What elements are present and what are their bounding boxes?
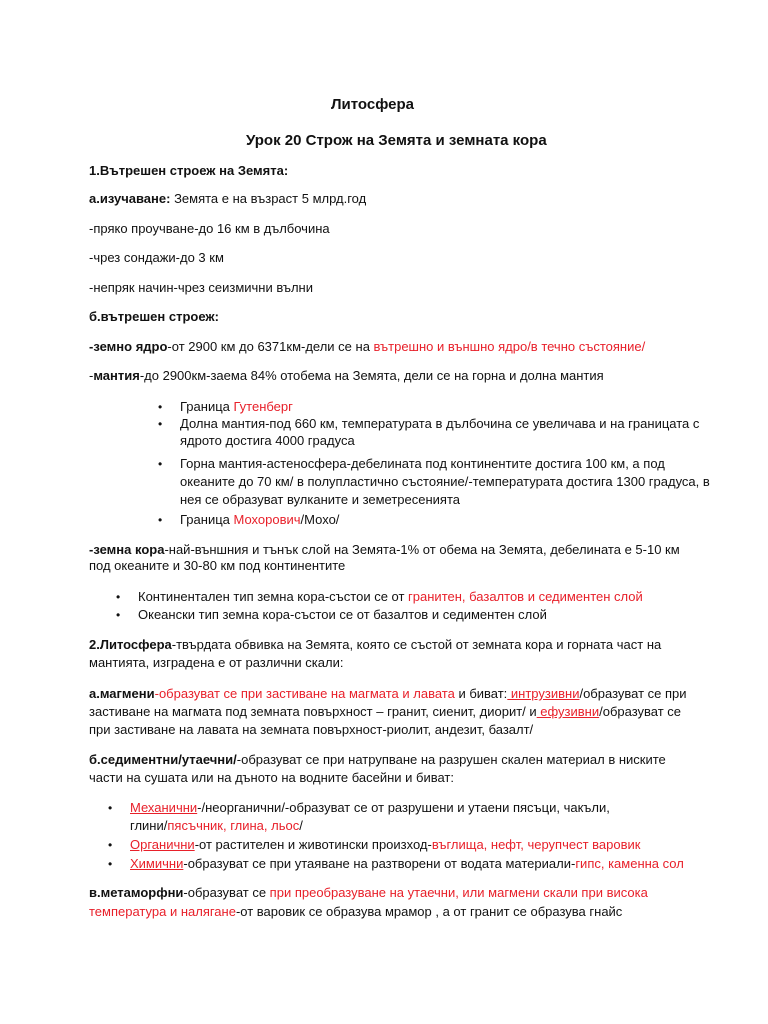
list-item-text: глини/ (130, 818, 168, 833)
text-magmatic: и биват: (454, 686, 508, 701)
paragraph-lithosphere (89, 637, 661, 653)
bullet-icon: • (158, 457, 163, 471)
list-item (130, 856, 684, 872)
list-item-text: Граница (180, 399, 234, 414)
highlight-organic: Органични (130, 837, 195, 852)
highlight-mechanical: Механични (130, 800, 198, 815)
highlight-intrusive: интрузивни (507, 686, 580, 701)
paragraph-magmatic-continuation: при застиване на лавата на земната повърхност-риолит, андезит, базалт/ (89, 722, 534, 737)
paragraph-magmatic (89, 686, 687, 702)
paragraph-core (89, 339, 645, 355)
bullet-icon: • (116, 590, 121, 604)
bullet-icon: • (158, 513, 163, 527)
list-item: Океански тип земна кора-състои се от базалтов и седиментен слой (138, 607, 547, 622)
text-metamorphic: -образуват се (183, 885, 270, 900)
text-magmatic: /образуват се (599, 704, 682, 719)
bullet-icon: • (116, 608, 121, 622)
list-item (180, 399, 293, 415)
paragraph-mantle (89, 368, 604, 384)
paragraph-crust-continuation: под океаните и 30-80 км под континентите (89, 558, 346, 573)
paragraph-drilling: -чрез сондажи-до 3 км (89, 250, 224, 265)
text-core: -от 2900 км до 6371км-дели се на (167, 339, 374, 354)
list-item-text: / (299, 818, 303, 833)
page-title: Литосфера (331, 96, 414, 113)
highlight-magmatic: -образуват се при застиване на магмата и лавата (154, 686, 455, 701)
list-item-text: Континентален тип земна кора-състои се от (138, 589, 409, 604)
highlight-metamorphic-conditions: температура и налягане (89, 904, 236, 919)
highlight-continental: гранитен, базалтов и седиментен слой (408, 589, 643, 604)
list-item (130, 800, 610, 816)
text-lithosphere: -твърдата обвивка на Земята, която се състой от земната кора и горната част на (171, 637, 662, 652)
paragraph-crust (89, 542, 680, 558)
label-study: а.изучаване: (89, 191, 171, 206)
text-magmatic: застиване на магмата под земната повърхност – гранит, сиенит, диорит/ и (89, 704, 537, 719)
list-item-continuation: нея се образуват вулканите и земетресенията (180, 492, 461, 507)
text-magmatic: /образуват се при (579, 686, 687, 701)
list-item: Горна мантия-астеносфера-дебелината под континентите достига 100 км, а под (180, 456, 665, 471)
highlight-chemical-examples: гипс, каменна сол (575, 856, 684, 871)
list-item: Долна мантия-под 660 км, температурата в дълбочина се увеличава и на границата с (180, 416, 700, 431)
list-item-continuation (130, 818, 303, 834)
label-core: -земно ядро (89, 339, 168, 354)
section-1-heading: 1.Вътрешен строеж на Земята: (89, 163, 289, 178)
paragraph-indirect: -непряк начин-чрез сеизмични вълни (89, 280, 313, 295)
list-item-continuation: ядрото достига 4000 градуса (180, 433, 355, 448)
label-mantle: мантия (93, 368, 140, 383)
highlight-core: вътрешно и външно ядро/в течно състояние/ (373, 339, 646, 354)
list-item-text: -от растителен и животински произход- (194, 837, 432, 852)
paragraph-lithosphere-continuation: мантията, изградена е от различни скали: (89, 655, 344, 670)
list-item-text: Граница (180, 512, 234, 527)
paragraph-sedimentary (89, 752, 666, 768)
list-item (130, 837, 640, 853)
highlight-mechanical-examples: пясъчник, глина, льос (167, 818, 300, 833)
bullet-icon: • (108, 801, 113, 815)
list-item (138, 589, 643, 605)
highlight-chemical: Химични (130, 856, 184, 871)
text-crust: -най-външния и тънък слой на Земята-1% от обема на Земята, дебелината е 5-10 км (164, 542, 680, 557)
label-metamorphic: в.метаморфни (89, 885, 184, 900)
highlight-organic-examples: въглища, нефт, черупчест варовик (431, 837, 641, 852)
list-item-continuation: океаните до 70 км/ в полупластично състояние/-температурата достига 1300 градуса, в (180, 474, 710, 489)
text-study: Земята е на възраст 5 млрд.год (170, 191, 367, 206)
bullet-icon: • (158, 400, 163, 414)
bullet-icon: • (108, 857, 113, 871)
text-sedimentary: -образуват се при натрупване на разрушен скален материал в ниските (236, 752, 666, 767)
paragraph-sedimentary-continuation: части на сушата или на дъното на водните басейни и биват: (89, 770, 454, 785)
highlight-effusive: ефузивни (536, 704, 600, 719)
list-item-text: /Мохо/ (300, 512, 340, 527)
label-crust: -земна кора (89, 542, 165, 557)
label-magmatic: а.магмени (89, 686, 155, 701)
inner-structure-heading: б.вътрешен строеж: (89, 309, 219, 324)
highlight-gutenberg: Гутенберг (233, 399, 293, 414)
bullet-icon: • (108, 838, 113, 852)
mantle-dash: - (89, 368, 94, 383)
paragraph-magmatic-continuation (89, 704, 681, 720)
highlight-mohorovic: Мохорович (233, 512, 301, 527)
highlight-metamorphic: при преобразуване на утаечни, или магмени скали при висока (269, 885, 648, 900)
paragraph-study (89, 191, 366, 207)
bullet-icon: • (158, 417, 163, 431)
text-metamorphic: -от варовик се образува мрамор , а от гранит се образува гнайс (235, 904, 623, 919)
list-item-text: -/неорганични/-образуват се от разрушени и утаени пясъци, чакъли, (197, 800, 610, 815)
text-mantle: -до 2900км-заема 84% отобема на Земята, дели се на горна и долна мантия (139, 368, 604, 383)
lesson-subtitle: Урок 20 Строж на Земята и земната кора (246, 132, 547, 149)
paragraph-direct: -пряко проучване-до 16 км в дълбочина (89, 221, 330, 236)
paragraph-metamorphic-continuation (89, 904, 622, 920)
list-item (180, 512, 339, 528)
list-item-text: -образуват се при утаяване на разтворени от водата материали- (183, 856, 576, 871)
label-lithosphere: 2.Литосфера (89, 637, 172, 652)
paragraph-metamorphic (89, 885, 648, 901)
label-sedimentary: б.седиментни/утаечни/ (89, 752, 237, 767)
